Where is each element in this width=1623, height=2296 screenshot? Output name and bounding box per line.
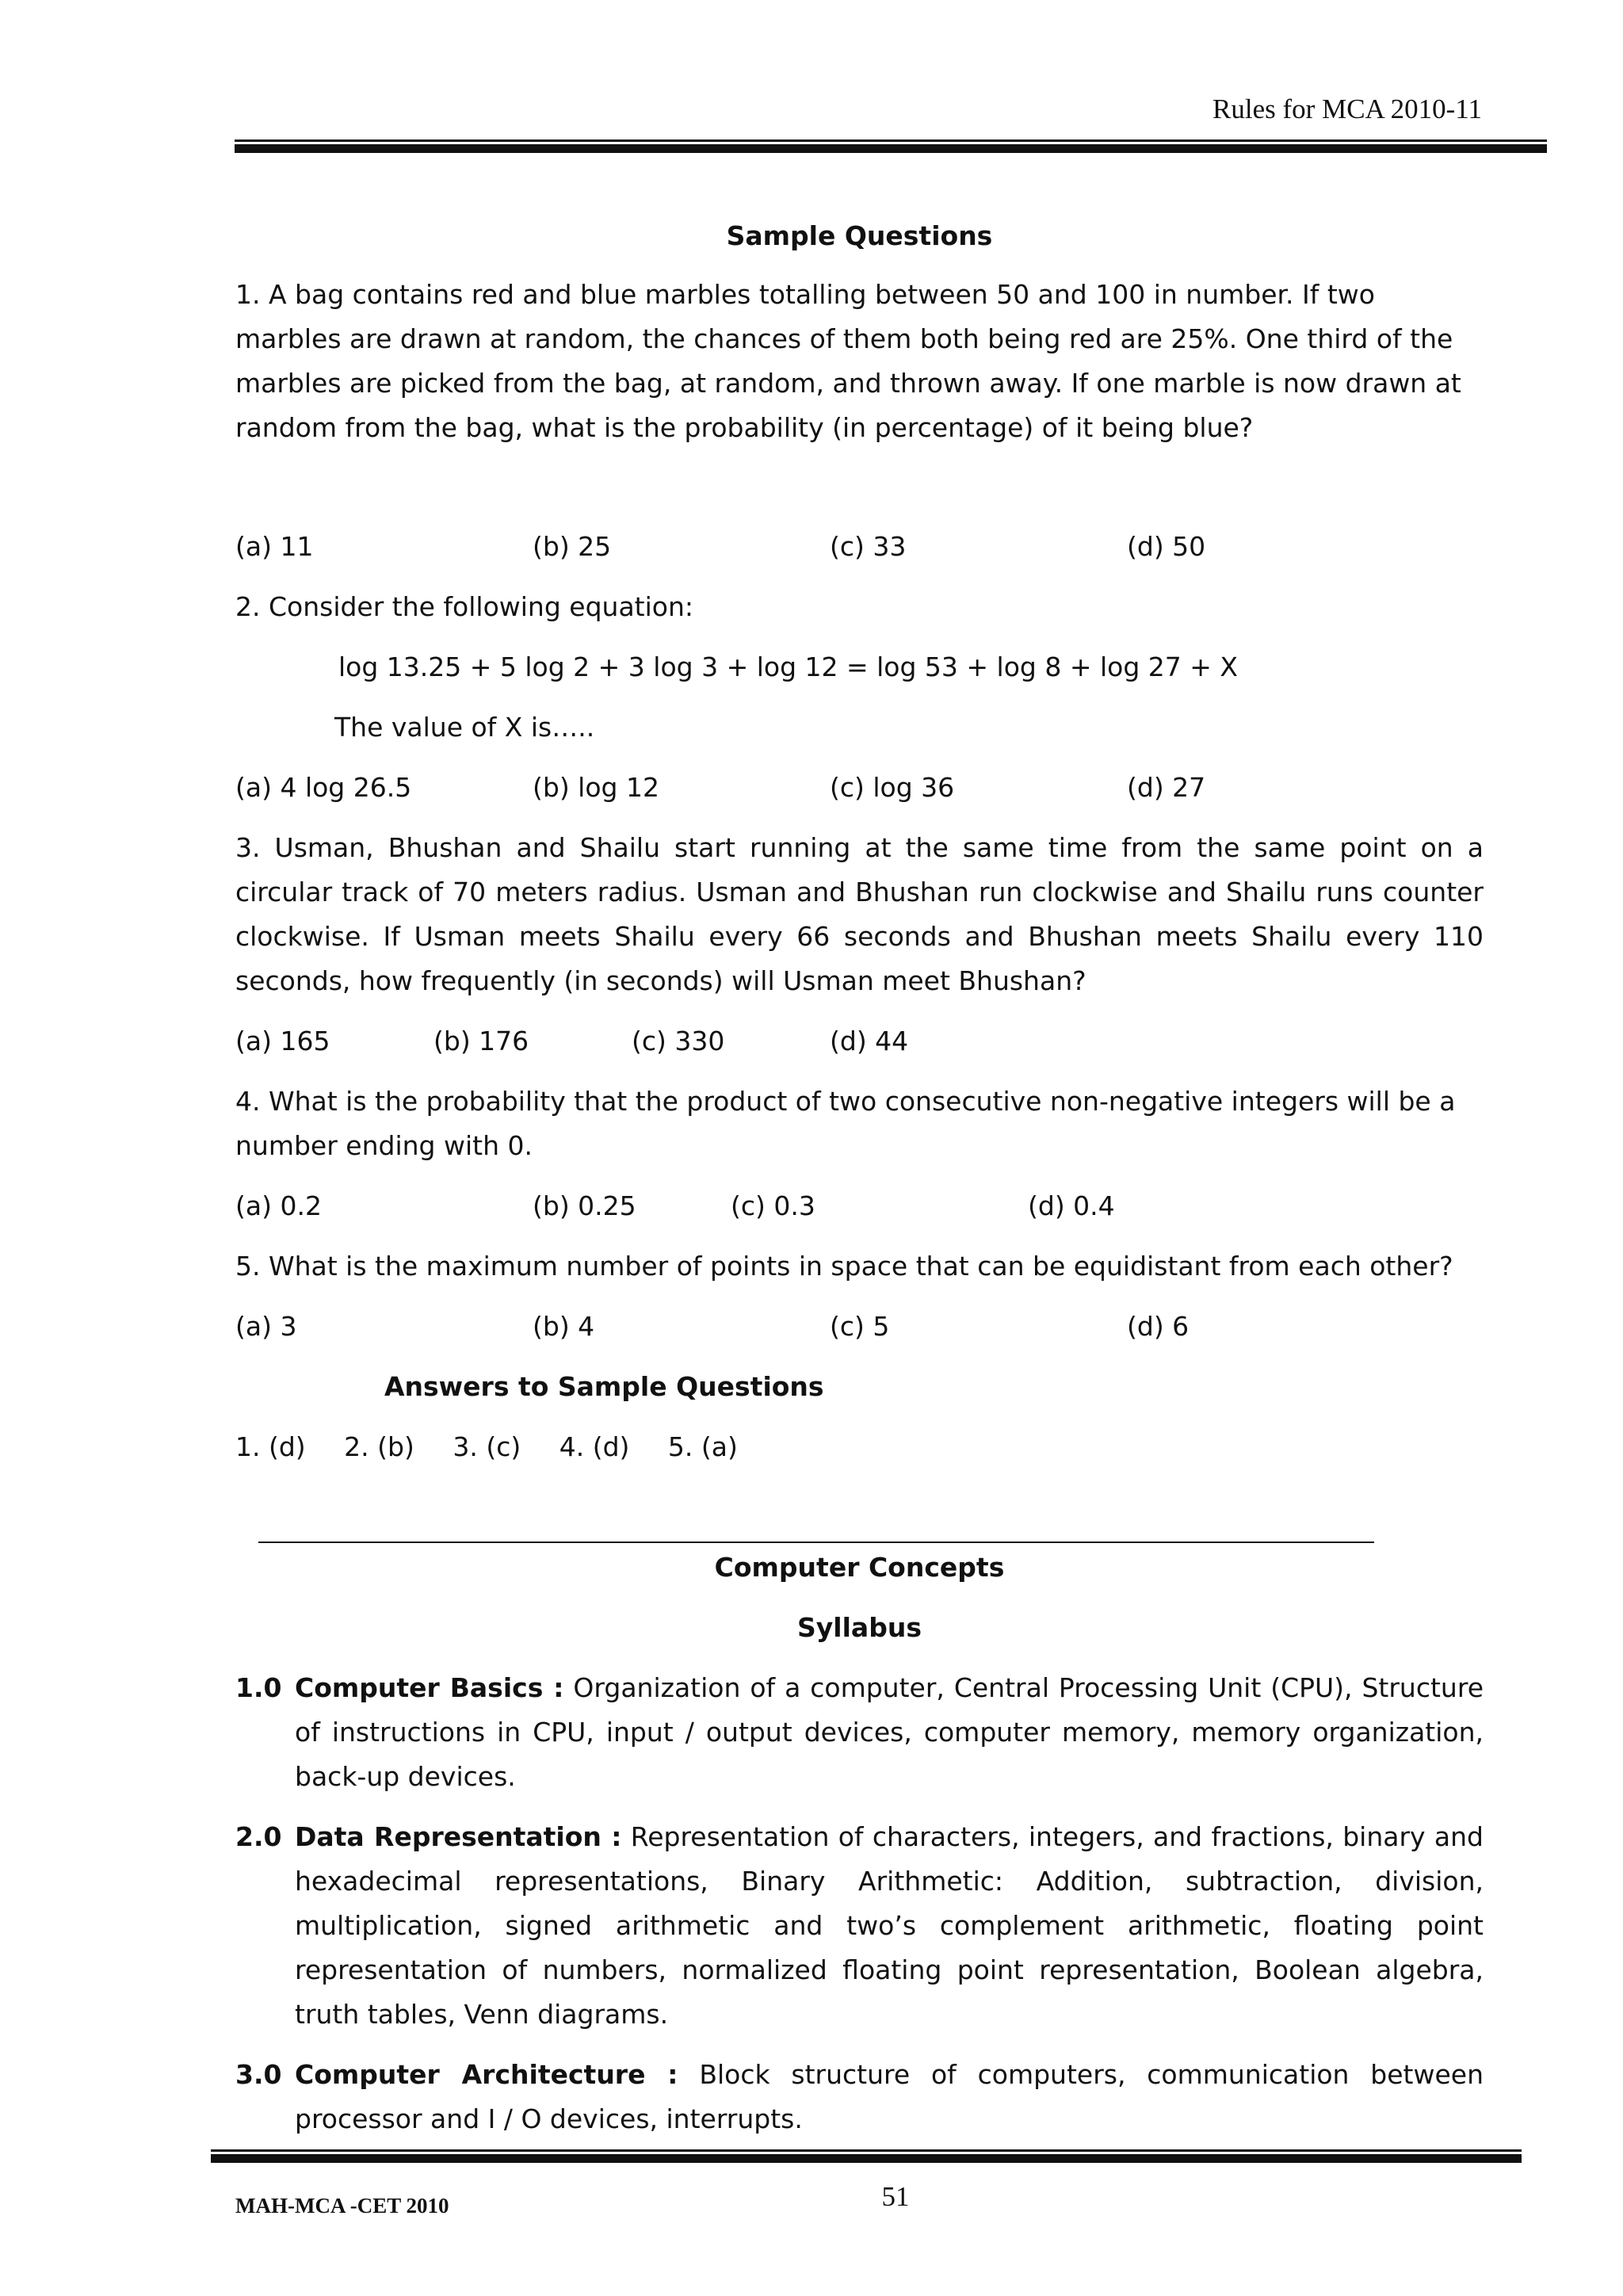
syllabus-item-2 [235,1815,1484,2037]
question-2-options [235,766,1484,810]
syllabus-item-1 [235,1666,1484,1799]
syllabus-item-1-title: Computer Basics : [295,1672,564,1703]
question-4-options [235,1184,1484,1228]
syllabus-item-2-body [295,1815,1484,2037]
question-4-text: 4. What is the probability that the product of two consecutive non-negative integers will be a number ending with 0. [235,1086,1456,1161]
answers-row [235,1425,1484,1469]
q2-option-d: (d) 27 [1127,772,1206,803]
computer-concepts-heading: Computer Concepts [714,1552,1005,1583]
footer-rule-thin [211,2149,1522,2152]
q4-option-a: (a) 0.2 [235,1190,322,1221]
syllabus-item-3-text: Block structure of computers, communication between processor and I / O devices, interrupts. [295,2059,1484,2134]
footer-exam-label: MAH-MCA -CET 2010 [235,2194,449,2218]
question-1-text: 1. A bag contains red and blue marbles totalling between 50 and 100 in number. If two marbles are drawn at random, the chances of them both being red are 25%. One third of the marbles are picked from the bag, at random, and thrown away. If one marble is now drawn at random from the bag, what is the probability (in percentage) of it being blue? [235,279,1461,443]
q2-option-a: (a) 4 log 26.5 [235,772,412,803]
section-divider [258,1541,1374,1543]
question-3-options [235,1019,1484,1064]
running-header: Rules for MCA 2010-11 [1212,94,1482,124]
answer-1: 1. (d) [235,1431,306,1462]
syllabus-item-3-title: Computer Architecture : [295,2059,678,2090]
q5-option-a: (a) 3 [235,1311,297,1342]
syllabus-item-3-body [295,2053,1484,2141]
q1-option-a: (a) 11 [235,531,314,562]
page-number: 51 [881,2181,910,2212]
page-content [235,214,1484,2141]
q2-option-c: (c) log 36 [830,772,955,803]
question-2-value-line: The value of X is….. [334,712,595,743]
q5-option-d: (d) 6 [1127,1311,1190,1342]
q1-option-d: (d) 50 [1127,531,1206,562]
question-5-text: 5. What is the maximum number of points in space that can be equidistant from each other? [235,1251,1453,1282]
sample-questions-heading: Sample Questions [726,220,993,251]
q5-option-c: (c) 5 [830,1311,890,1342]
answers-heading: Answers to Sample Questions [384,1371,824,1402]
answer-3: 3. (c) [453,1431,521,1462]
syllabus-item-1-text: Organization of a computer, Central Processing Unit (CPU), Structure of instructions in CPU, input / output devices, computer memory, memory organization, back-up devices. [295,1672,1484,1792]
q1-option-c: (c) 33 [830,531,907,562]
q5-option-b: (b) 4 [533,1311,595,1342]
answer-2: 2. (b) [344,1431,414,1462]
syllabus-heading: Syllabus [797,1612,922,1643]
q3-option-b: (b) 176 [433,1026,529,1056]
q4-option-d: (d) 0.4 [1028,1190,1115,1221]
q1-option-b: (b) 25 [533,531,612,562]
question-2-text: 2. Consider the following equation: [235,591,693,622]
answer-4: 4. (d) [559,1431,630,1462]
header-rule-thick [235,144,1547,153]
question-3-text: 3. Usman, Bhushan and Shailu start running at the same time from the same point on a circular track of 70 meters radius. Usman and Bhushan run clockwise and Shailu runs counter clockwise. If Usman meets Shailu every 66 seconds and Bhushan meets Shailu every 110 seconds, how frequently (in seconds) will Usman meet Bhushan? [235,832,1484,996]
q4-option-b: (b) 0.25 [533,1190,636,1221]
question-2-equation: log 13.25 + 5 log 2 + 3 log 3 + log 12 = log 53 + log 8 + log 27 + X [338,651,1238,682]
syllabus-item-1-number: 1.0 [235,1672,282,1703]
q2-option-b: (b) log 12 [533,772,659,803]
syllabus-item-2-number: 2.0 [235,1821,282,1852]
syllabus-item-2-title: Data Representation : [295,1821,622,1852]
question-1-options [235,525,1484,569]
syllabus-item-3 [235,2053,1484,2141]
q4-option-c: (c) 0.3 [731,1190,815,1221]
q3-option-a: (a) 165 [235,1026,330,1056]
syllabus-item-3-number: 3.0 [235,2059,282,2090]
syllabus-item-2-text: Representation of characters, integers, and fractions, binary and hexadecimal representations, Binary Arithmetic: Addition, subtraction, division, multiplication, signed arithmetic and two’s complement arithmetic, floating point representation of numbers, normalized floating point representation, Boolean algebra, truth tables, Venn diagrams. [295,1821,1484,2030]
footer-rule-thick [211,2154,1522,2163]
header-rule-thin [235,139,1547,142]
syllabus-item-1-body [295,1666,1484,1799]
q3-option-c: (c) 330 [632,1026,725,1056]
q3-option-d: (d) 44 [830,1026,909,1056]
question-5-options [235,1305,1484,1349]
answer-5: 5. (a) [667,1431,738,1462]
